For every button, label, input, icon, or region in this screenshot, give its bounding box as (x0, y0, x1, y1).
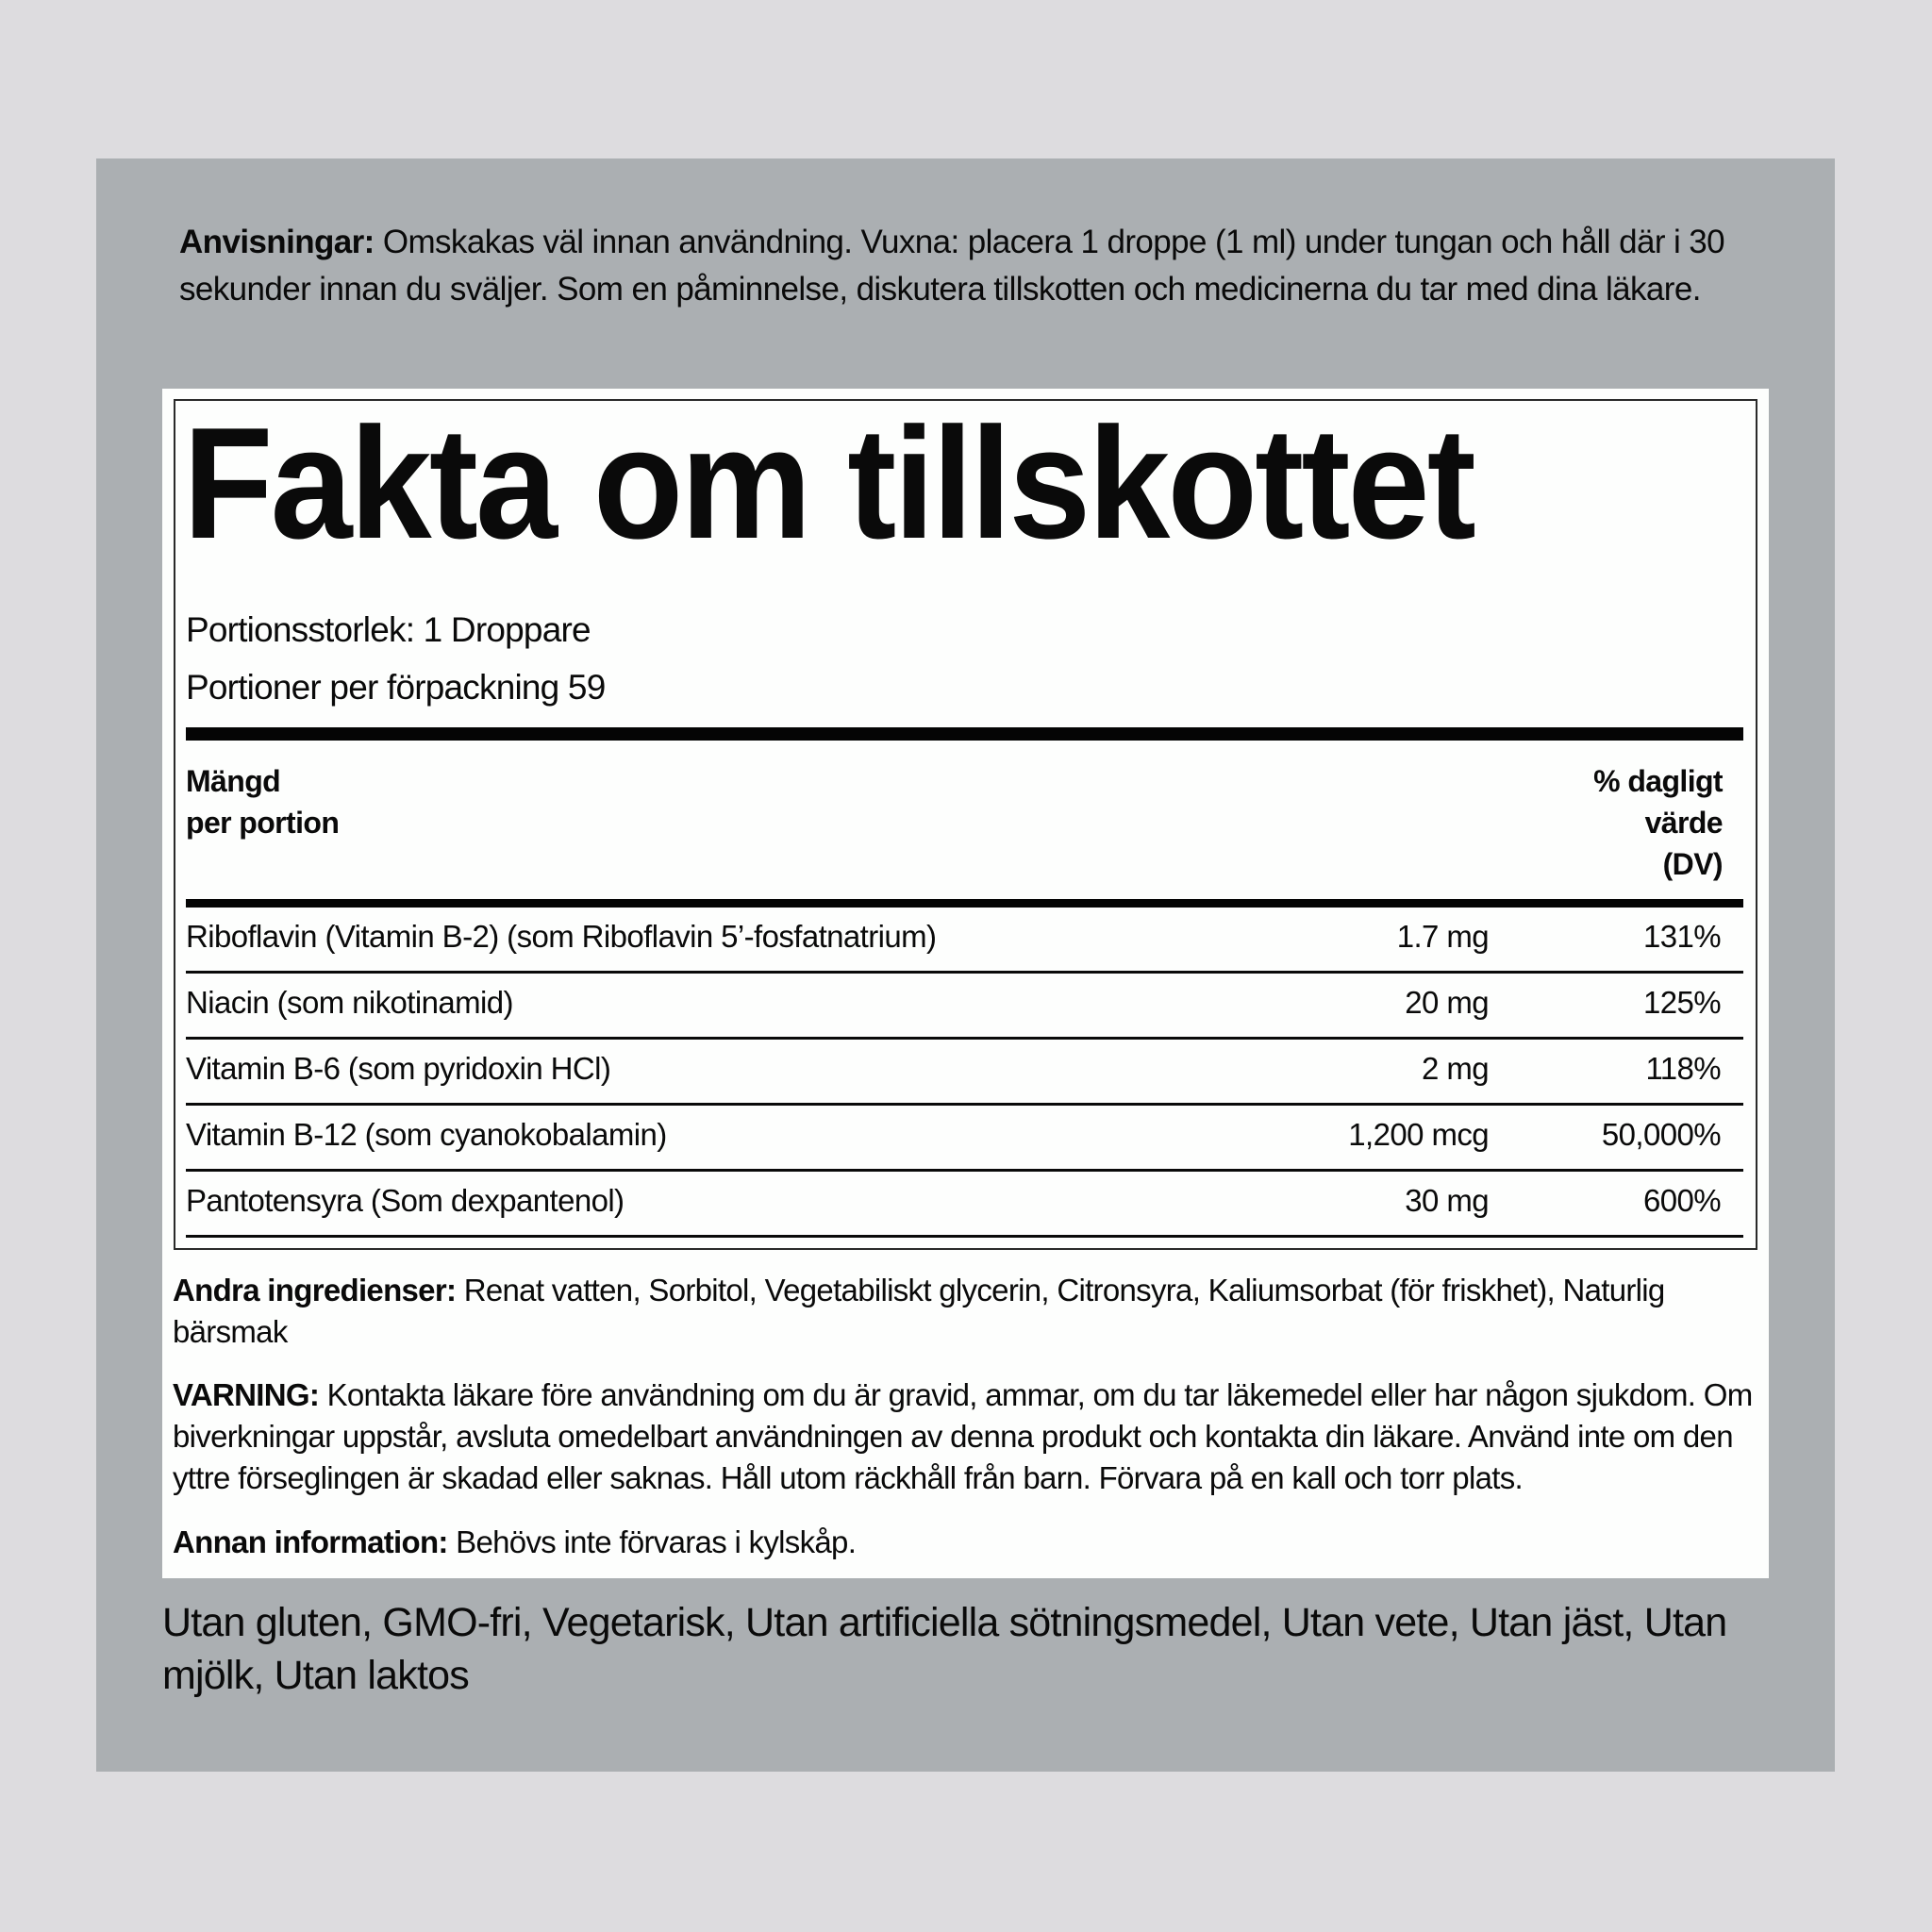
amount-per-serving-header (186, 760, 339, 843)
warning-text: Kontakta läkare före användning om du är gravid, ammar, om du tar läkemedel eller har någon sjukdom. Om biverkningar uppstår, avsluta omedelbart användningen av denna produkt och kontakta din läkare. Använd inte om den yttre förseglingen är skadad eller saknas. Håll utom räckhåll från barn. Förvara på en kall och torr plats. (173, 1377, 1753, 1495)
nutrient-amount: 2 mg (1422, 1051, 1489, 1086)
facts-title: Fakta om tillskottet (183, 394, 1474, 572)
nutrient-name: Pantotensyra (Som dexpantenol) (186, 1183, 625, 1218)
other-ingredients-label: Andra ingredienser: (173, 1273, 457, 1307)
header-right-line1: % dagligt (1593, 764, 1723, 798)
nutrient-dv: 600% (1642, 1183, 1721, 1218)
nutrient-amount: 30 mg (1405, 1183, 1489, 1218)
header-right-line3: (DV) (1662, 847, 1723, 881)
header-right-line2: värde (1644, 806, 1723, 840)
nutrient-row (186, 1106, 1743, 1172)
directions-body: Omskakas väl innan användning. Vuxna: placera 1 droppe (1 ml) under tungan och håll där i 30 sekunder innan du sväljer. Som en påminnelse, diskutera tillskotten och medicinerna du tar med dina läkare. (179, 224, 1725, 308)
header-left-line1: Mängd (186, 764, 281, 798)
nutrient-dv: 118% (1645, 1051, 1721, 1086)
nutrient-amount: 1.7 mg (1396, 919, 1489, 954)
other-ingredients-text: Renat vatten, Sorbitol, Vegetabiliskt glycerin, Citronsyra, Kaliumsorbat (för friskhet), Naturlig bärsmak (173, 1273, 1665, 1349)
warning (173, 1374, 1757, 1499)
other-information-label: Annan information: (173, 1524, 448, 1559)
directions-text (179, 219, 1764, 313)
servings-per-container: Portioner per förpackning 59 (186, 668, 606, 707)
nutrient-dv: 125% (1642, 985, 1721, 1020)
nutrient-row (186, 974, 1743, 1040)
nutrient-name: Vitamin B-6 (som pyridoxin HCl) (186, 1051, 611, 1086)
nutrient-row (186, 908, 1743, 974)
nutrient-amount: 20 mg (1405, 985, 1489, 1020)
serving-size: Portionsstorlek: 1 Droppare (186, 610, 591, 649)
free-from-claims: Utan gluten, GMO-fri, Vegetarisk, Utan artificiella sötningsmedel, Utan vete, Utan jäst, Utan mjölk, Utan laktos (162, 1600, 1727, 1698)
other-ingredients (173, 1270, 1757, 1353)
warning-label: VARNING: (173, 1377, 320, 1412)
nutrient-name: Vitamin B-12 (som cyanokobalamin) (186, 1117, 667, 1152)
nutrient-row (186, 1172, 1743, 1238)
nutrient-dv: 50,000% (1601, 1117, 1721, 1152)
nutrient-dv: 131% (1642, 919, 1721, 954)
other-information (173, 1522, 1757, 1563)
thick-divider-header (186, 899, 1743, 908)
other-information-text: Behövs inte förvaras i kylskåp. (447, 1524, 857, 1559)
nutrient-row (186, 1040, 1743, 1106)
directions-label: Anvisningar: (179, 224, 375, 260)
header-left-line2: per portion (186, 806, 340, 840)
daily-value-header (1593, 760, 1723, 885)
nutrient-name: Niacin (som nikotinamid) (186, 985, 513, 1020)
nutrient-amount: 1,200 mcg (1348, 1117, 1489, 1152)
nutrient-name: Riboflavin (Vitamin B-2) (som Riboflavin 5’-fosfatnatrium) (186, 919, 937, 954)
thick-divider-top (186, 727, 1743, 741)
